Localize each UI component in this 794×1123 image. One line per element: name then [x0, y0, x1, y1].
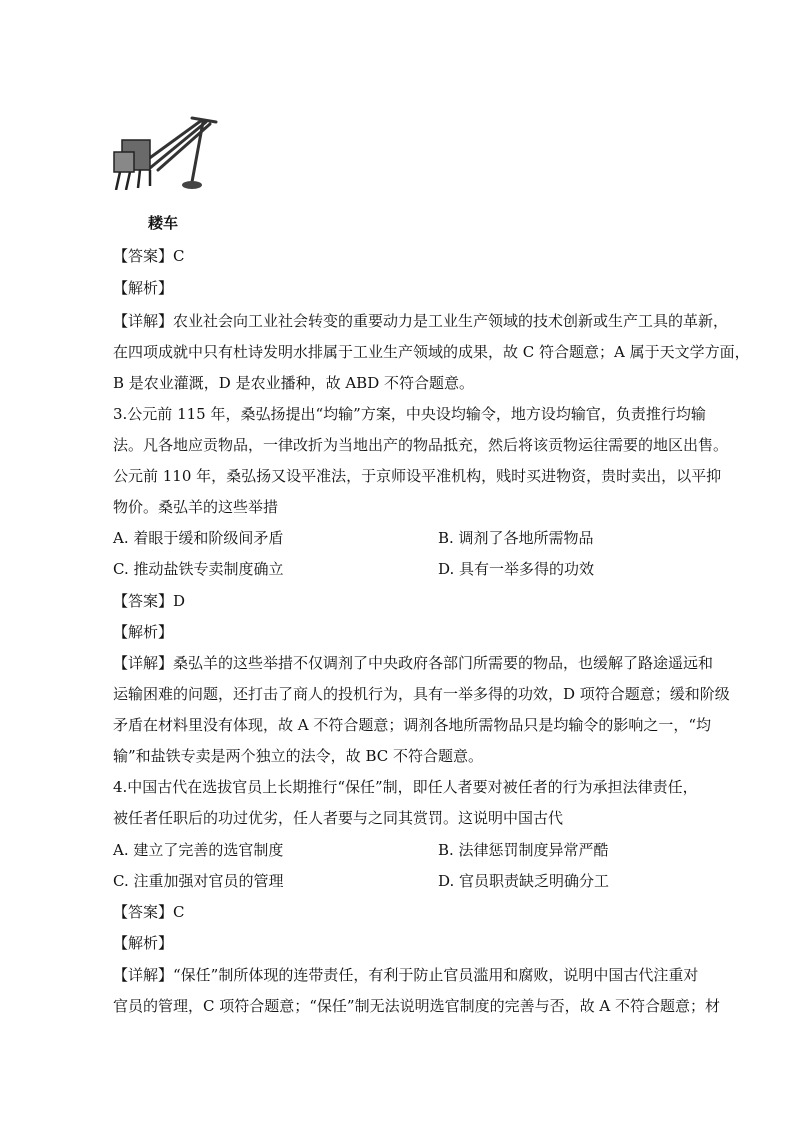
q4-answer: 【答案】C [113, 903, 185, 921]
q3-stem-line: 物价。桑弘羊的这些举措 [113, 498, 279, 516]
q3-detail-line: 输”和盐铁专卖是两个独立的法令，故 BC 不符合题意。 [113, 747, 483, 765]
q3-option-d: D. 具有一举多得的功效 [438, 560, 595, 578]
q3-stem-line: 公元前 110 年，桑弘扬又设平准法，于京师设平准机构，贱时买进物资，贵时卖出，以平抑 [113, 467, 722, 485]
seed-drill-drawing [110, 110, 220, 190]
q3-option-c: C. 推动盐铁专卖制度确立 [113, 560, 284, 578]
q4-option-c: C. 注重加强对官员的管理 [113, 872, 284, 890]
q2-answer: 【答案】C [113, 247, 185, 265]
q3-answer: 【答案】D [113, 592, 186, 610]
q3-detail-line: 运输困难的问题，还打击了商人的投机行为，具有一举多得的功效，D 项符合题意；缓和阶级 [113, 685, 730, 703]
q4-option-b: B. 法律惩罚制度异常严酷 [438, 841, 609, 859]
q3-detail-line: 【详解】桑弘羊的这些举措不仅调剂了中央政府各部门所需要的物品，也缓解了路途遥远和 [113, 654, 714, 672]
q3-detail-line: 矛盾在材料里没有体现，故 A 不符合题意；调剂各地所需物品只是均输令的影响之一，“均 [113, 716, 712, 734]
q3-stem-line: 3.公元前 115 年，桑弘扬提出“均输”方案，中央设均输令，地方设均输官，负责推行均输 [113, 405, 706, 423]
q2-detail-line: 【详解】农业社会向工业社会转变的重要动力是工业生产领域的技术创新或生产工具的革新， [113, 312, 729, 330]
q2-analysis-label: 【解析】 [113, 279, 174, 297]
q3-stem-line: 法。凡各地应贡物品，一律改折为当地出产的物品抵充，然后将该贡物运往需要的地区出售。 [113, 436, 729, 454]
q2-detail-line: 在四项成就中只有杜诗发明水排属于工业生产领域的成果，故 C 符合题意；A 属于天文学方面， [113, 343, 750, 361]
q3-option-a: A. 着眼于缓和阶级间矛盾 [113, 529, 284, 547]
q3-analysis-label: 【解析】 [113, 623, 174, 641]
figure-caption: 耧车 [148, 214, 179, 232]
q4-detail-line: 官员的管理，C 项符合题意；“保任”制无法说明选官制度的完善与否，故 A 不符合题意；材 [113, 997, 720, 1015]
q4-stem-line: 被任者任职后的功过优劣，任人者要与之同其赏罚。这说明中国古代 [113, 809, 564, 827]
q4-stem-line: 4.中国古代在选拔官员上长期推行“保任”制，即任人者要对被任者的行为承担法律责任， [113, 778, 698, 796]
q4-detail-line: 【详解】“保任”制所体现的连带责任，有利于防止官员滥用和腐败，说明中国古代注重对 [113, 966, 699, 984]
q4-option-d: D. 官员职责缺乏明确分工 [438, 872, 610, 890]
q2-detail-line: B 是农业灌溉，D 是农业播种，故 ABD 不符合题意。 [113, 374, 475, 392]
seed-drill-illustration [110, 110, 220, 190]
q3-option-b: B. 调剂了各地所需物品 [438, 529, 594, 547]
q4-option-a: A. 建立了完善的选官制度 [113, 841, 284, 859]
q4-analysis-label: 【解析】 [113, 934, 174, 952]
